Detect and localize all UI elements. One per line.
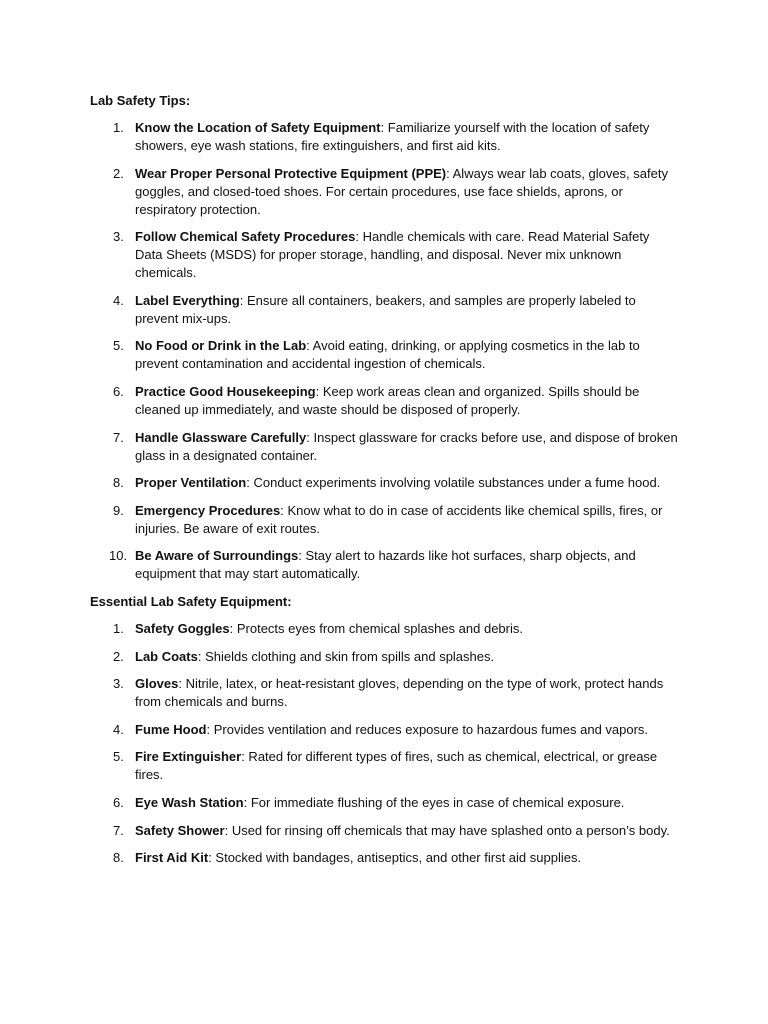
item-text: : Shields clothing and skin from spills and splashes. <box>197 648 495 664</box>
list-item <box>90 794 680 812</box>
item-term: Safety Goggles <box>135 620 230 636</box>
item-number: 4. <box>113 292 124 308</box>
item-text: : Used for rinsing off chemicals that may have splashed onto a person’s body. <box>224 822 670 838</box>
section-heading <box>90 92 680 110</box>
list-item <box>90 292 680 328</box>
section-lab-safety-tips <box>90 92 680 583</box>
equipment-list <box>90 620 680 867</box>
item-number: 6. <box>113 794 124 810</box>
item-text: : Rated for different types of fires, such as chemical, electrical, or grease fires. <box>135 749 658 783</box>
heading-text: Essential Lab Safety Equipment <box>90 593 288 609</box>
item-term: Wear Proper Personal Protective Equipment (PPE) <box>135 165 447 181</box>
item-text: : Nitrile, latex, or heat-resistant gloves, depending on the type of work, protect hands from chemicals and burns. <box>135 676 664 710</box>
item-term: Fire Extinguisher <box>135 749 242 765</box>
heading-colon: : <box>287 593 292 609</box>
list-item <box>90 620 680 638</box>
item-number: 4. <box>113 721 124 737</box>
list-item <box>90 429 680 465</box>
item-number: 5. <box>113 749 124 765</box>
list-item <box>90 119 680 155</box>
item-number: 2. <box>113 165 124 181</box>
item-number: 8. <box>113 850 124 866</box>
item-text: : Avoid eating, drinking, or applying cosmetics in the lab to prevent contamination and accidental ingestion of chemicals. <box>135 338 640 372</box>
item-text: : Conduct experiments involving volatile substances under a fume hood. <box>246 475 661 491</box>
list-item <box>90 502 680 538</box>
item-number: 8. <box>113 475 124 491</box>
item-term: Handle Glassware Carefully <box>135 429 307 445</box>
item-text: : Stay alert to hazards like hot surfaces, sharp objects, and equipment that may start automatically. <box>135 548 636 582</box>
item-term: Eye Wash Station <box>135 794 244 810</box>
item-text: : Provides ventilation and reduces exposure to hazardous fumes and vapors. <box>206 721 649 737</box>
item-text: : Ensure all containers, beakers, and samples are properly labeled to prevent mix-ups. <box>135 292 636 326</box>
item-term: Proper Ventilation <box>135 475 247 491</box>
list-item <box>90 675 680 711</box>
item-term: Gloves <box>135 676 179 692</box>
list-item <box>90 648 680 666</box>
list-item <box>90 383 680 419</box>
item-text: : Handle chemicals with care. Read Material Safety Data Sheets (MSDS) for proper storage, handling, and disposal. Never mix unknown chemicals. <box>135 229 650 281</box>
item-number: 1. <box>113 620 124 636</box>
item-term: Know the Location of Safety Equipment <box>135 120 381 135</box>
list-item <box>90 822 680 840</box>
item-number: 9. <box>113 502 124 518</box>
list-item <box>90 228 680 282</box>
item-text: : For immediate flushing of the eyes in case of chemical exposure. <box>243 794 625 810</box>
item-number: 10. <box>109 548 128 564</box>
section-heading <box>90 593 680 611</box>
item-term: Emergency Procedures <box>135 502 281 518</box>
list-item <box>90 547 680 583</box>
item-text: : Know what to do in case of accidents like chemical spills, fires, or injuries. Be aware of exit routes. <box>135 502 663 536</box>
tips-list <box>90 119 680 583</box>
item-term: Follow Chemical Safety Procedures <box>135 229 356 245</box>
list-item <box>90 165 680 219</box>
item-text: : Keep work areas clean and organized. Spills should be cleaned up immediately, and waste should be disposed of properly. <box>135 383 640 417</box>
heading-colon: : <box>185 93 191 108</box>
item-number: 6. <box>113 383 124 399</box>
item-text: : Familiarize yourself with the location of safety showers, eye wash stations, fire extinguishers, and first aid kits. <box>135 120 650 153</box>
document-page <box>90 92 680 877</box>
item-text: : Protects eyes from chemical splashes and debris. <box>229 620 523 636</box>
list-item <box>90 721 680 739</box>
item-number: 5. <box>113 338 124 354</box>
list-item <box>90 849 680 867</box>
item-number: 1. <box>113 120 124 135</box>
item-number: 2. <box>113 648 124 664</box>
list-item <box>90 337 680 373</box>
item-number: 7. <box>113 429 124 445</box>
item-number: 3. <box>113 676 124 692</box>
list-item <box>90 474 680 492</box>
item-term: First Aid Kit <box>135 850 209 866</box>
item-term: Fume Hood <box>135 721 207 737</box>
item-term: No Food or Drink in the Lab <box>135 338 307 354</box>
section-essential-equipment <box>90 593 680 867</box>
item-number: 3. <box>113 229 124 245</box>
item-number: 7. <box>113 822 124 838</box>
item-text: : Always wear lab coats, gloves, safety goggles, and closed-toed shoes. For certain procedures, use face shields, aprons, or respiratory protection. <box>135 165 668 217</box>
heading-text: Lab Safety Tips <box>90 93 186 108</box>
list-item <box>90 748 680 784</box>
item-term: Be Aware of Surroundings <box>135 548 299 564</box>
item-text: : Stocked with bandages, antiseptics, and other first aid supplies. <box>208 850 582 866</box>
item-term: Label Everything <box>135 292 240 308</box>
item-term: Practice Good Housekeeping <box>135 383 316 399</box>
item-term: Safety Shower <box>135 822 225 838</box>
item-text: : Inspect glassware for cracks before use, and dispose of broken glass in a designated container. <box>135 429 678 463</box>
item-term: Lab Coats <box>135 648 198 664</box>
